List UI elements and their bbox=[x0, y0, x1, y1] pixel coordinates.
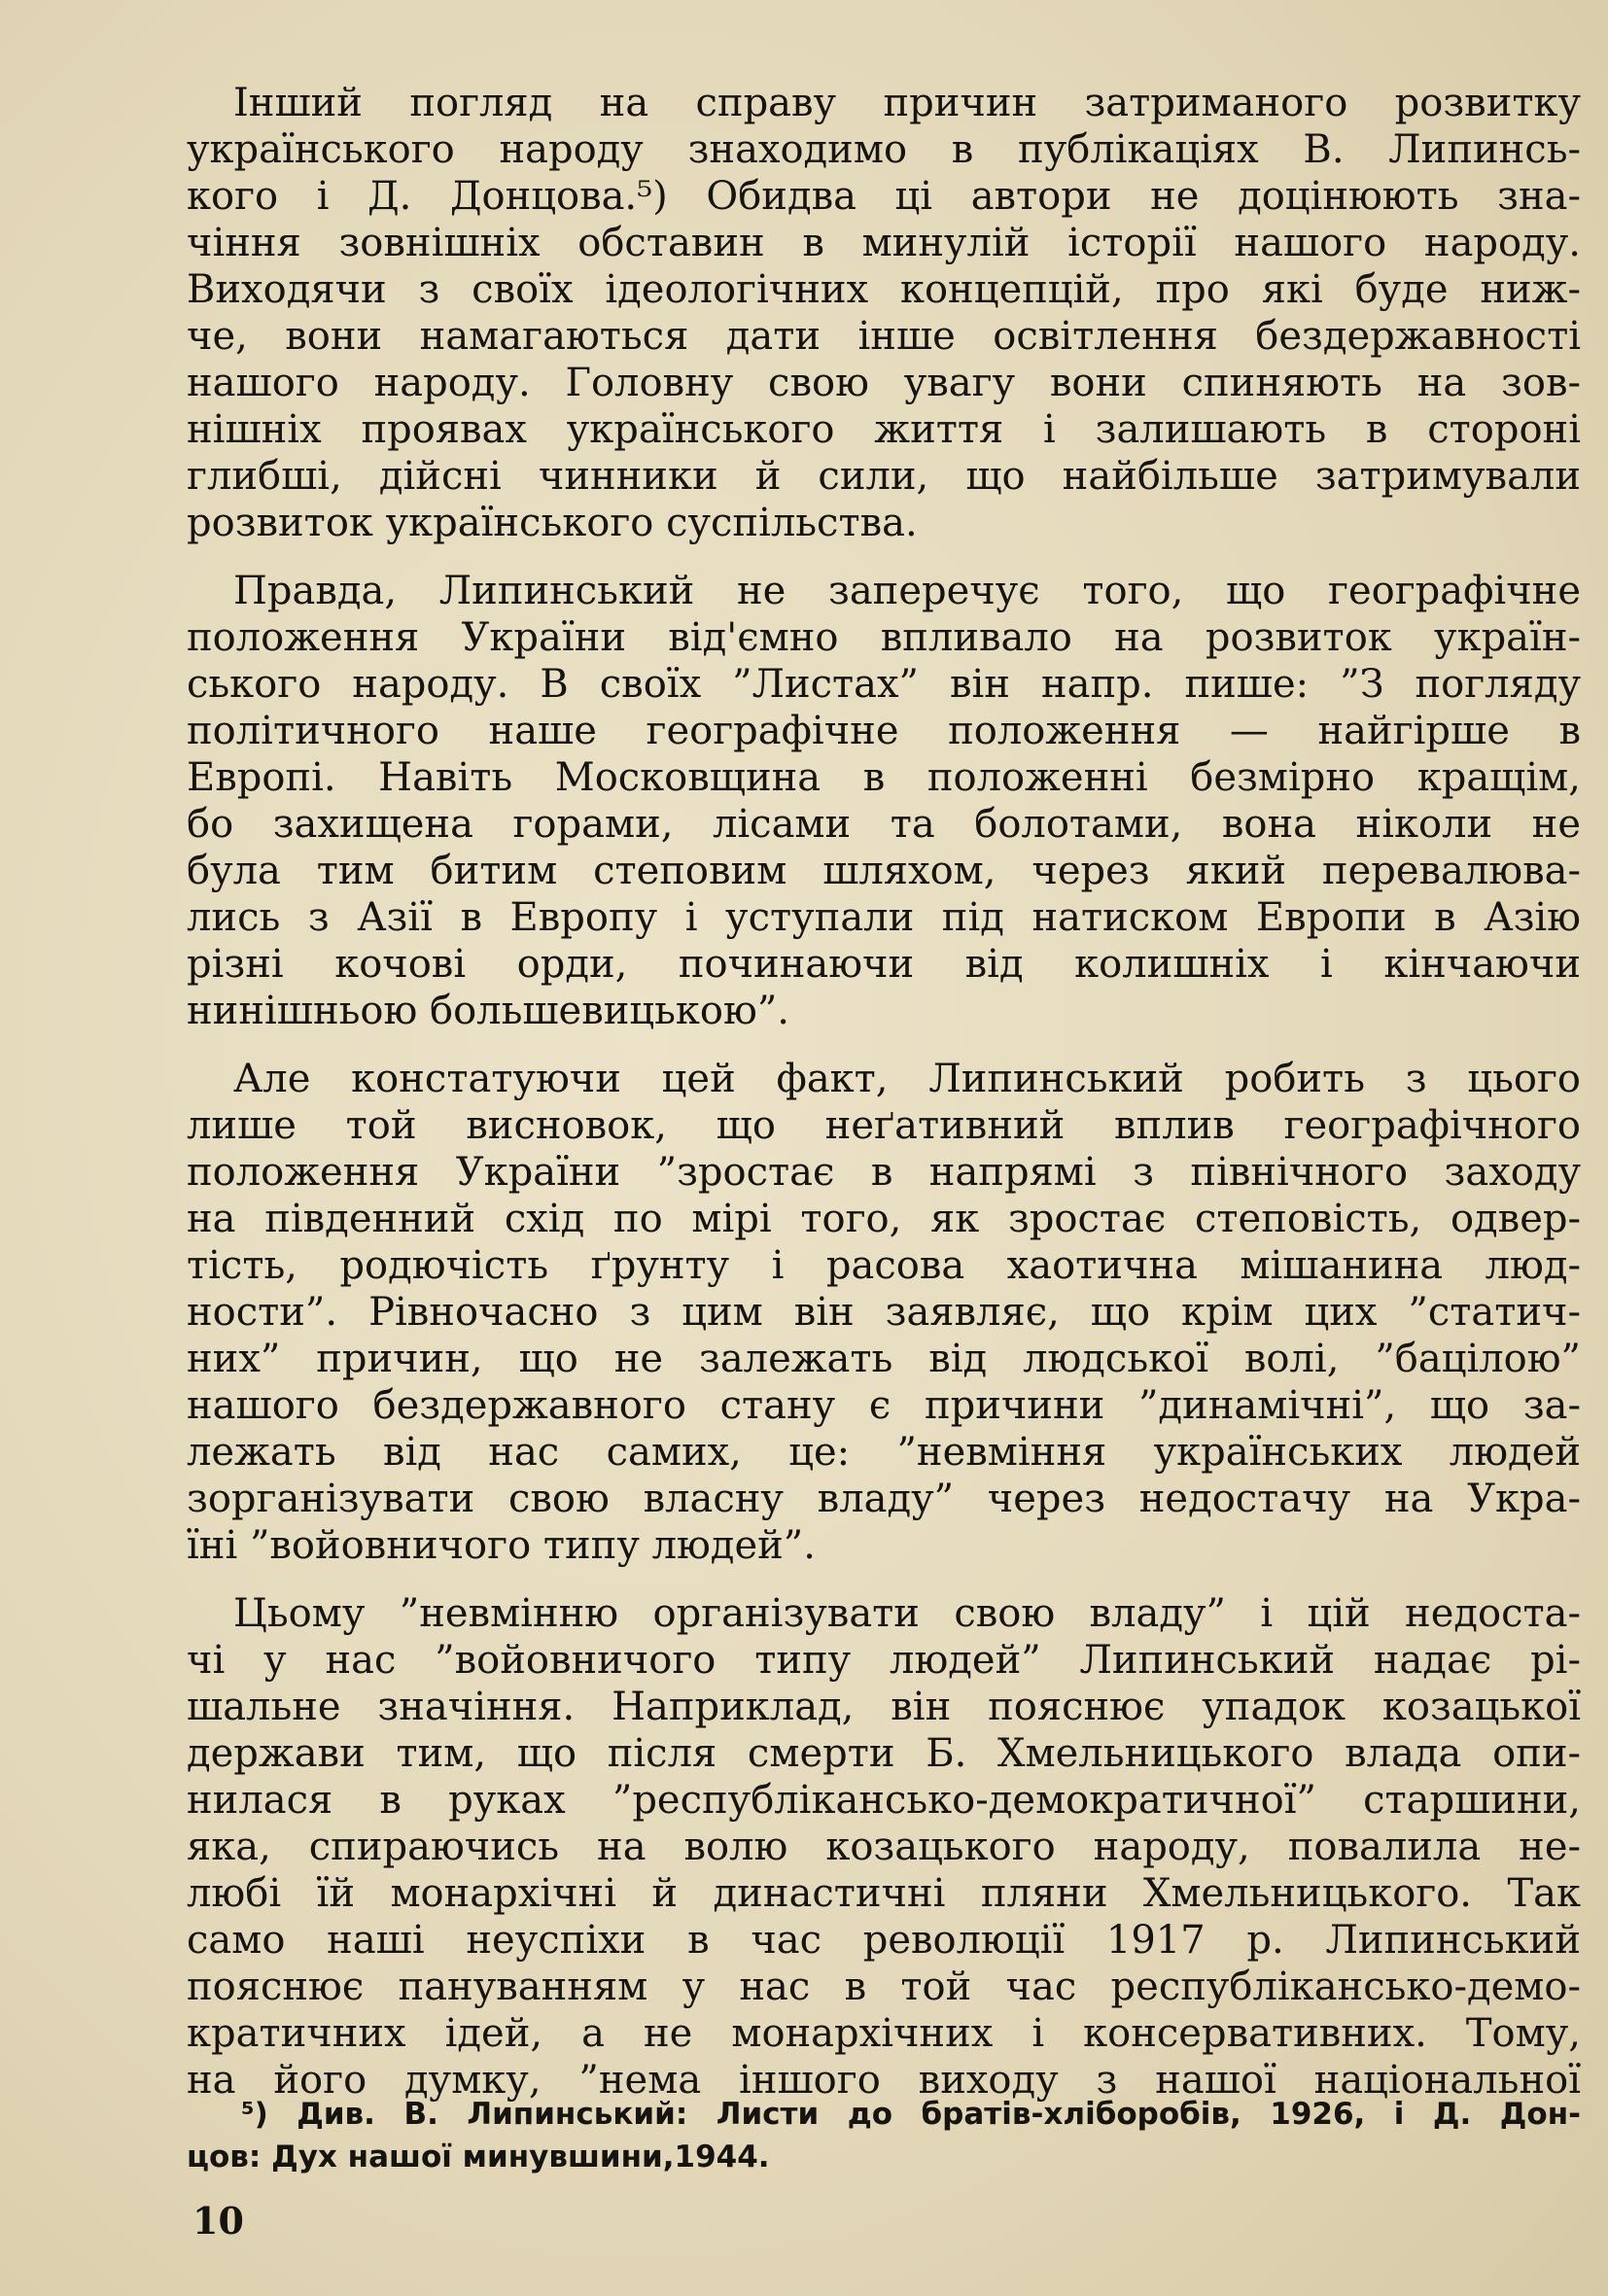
text-line: бо захищена горами, лісами та болотами, вона ніколи не bbox=[187, 802, 1581, 847]
paragraph-1 bbox=[187, 80, 1581, 546]
text-line: Европі. Навіть Московщина в положенні безмірно кращім, bbox=[187, 755, 1581, 800]
text-line: їні ”войовничого типу людей”. bbox=[187, 1523, 816, 1568]
text-line: чіння зовнішніх обставин в минулій історії нашого народу. bbox=[187, 221, 1581, 265]
text-line: шальне значіння. Наприклад, він пояснює упадок козацької bbox=[187, 1685, 1581, 1729]
text-line: нилася в руках ”республіканськo-демократичної” старшини, bbox=[187, 1778, 1581, 1823]
paragraph-4 bbox=[187, 1590, 1581, 2104]
footnote-line: ⁵) Див. В. Липинський: Листи до братів-хліборобів, 1926, і Д. Дон- bbox=[241, 2097, 1581, 2132]
text-line: яка, спираючись на волю козацького народу, повалила не- bbox=[187, 1825, 1581, 1869]
text-line: нашого бездержавного стану є причини ”динамічні”, що за- bbox=[187, 1383, 1581, 1428]
text-line: нинішньою большевицькою”. bbox=[187, 989, 789, 1033]
paragraph-3 bbox=[187, 1056, 1581, 1569]
text-line: Цьому ”невмінню організувати свою владу” і цій недоста- bbox=[233, 1591, 1581, 1636]
text-line: Інший погляд на справу причин затриманого розвитку bbox=[233, 81, 1581, 125]
text-line: чі у нас ”войовничого типу людей” Липинський надає рі- bbox=[187, 1638, 1581, 1683]
text-line: лежать від нас самих, це: ”невміння українських людей bbox=[187, 1430, 1581, 1475]
text-line: тість, родючість ґрунту і расова хаотична мішанина люд- bbox=[187, 1243, 1581, 1288]
text-line: політичного наше географічне положення — найгірше в bbox=[187, 709, 1581, 753]
text-line: держави тим, що після смерти Б. Хмельницького влада опи- bbox=[187, 1731, 1581, 1776]
text-line: на його думку, ”нема іншого виходу з нашої національної bbox=[187, 2058, 1581, 2103]
text-line: Але констатуючи цей факт, Липинський робить з цього bbox=[233, 1057, 1581, 1101]
text-line: них” причин, що не залежать від людської волі, ”бацілою” bbox=[187, 1337, 1581, 1381]
text-line: само наші неуспіхи в час революції 1917 р. Липинський bbox=[187, 1918, 1581, 1963]
text-line: на південний схід по мірі того, як зростає степовість, одвер- bbox=[187, 1197, 1581, 1241]
text-line: Виходячи з своїх ідеологічних концепцій, про які буде ниж- bbox=[187, 267, 1581, 312]
text-line: Правда, Липинський не заперечує того, що географічне bbox=[233, 569, 1581, 613]
main-text bbox=[187, 80, 1581, 2125]
text-line: українського народу знаходимо в публікаціях В. Липинсь- bbox=[187, 127, 1581, 172]
text-line: пояснює пануванням у нас в той час республіканськo-демо- bbox=[187, 1965, 1581, 2009]
text-line: лише той висновок, що неґативний вплив географічного bbox=[187, 1103, 1581, 1148]
text-line: нішніх проявах українського життя і залишають в стороні bbox=[187, 407, 1581, 452]
text-line: положення України ”зростає в напрямі з північного заходу bbox=[187, 1150, 1581, 1195]
text-line: лись з Азії в Европу і уступали під натиском Европи в Азію bbox=[187, 895, 1581, 940]
text-line: різні кочові орди, починаючи від колишніх і кінчаючи bbox=[187, 942, 1581, 987]
text-line: зорганізувати свою власну владу” через недостачу на Укра- bbox=[187, 1477, 1581, 1521]
paragraph-2 bbox=[187, 568, 1581, 1034]
text-line: ського народу. В своїх ”Листах” він напр. пише: ”З погляду bbox=[187, 662, 1581, 707]
text-line: глибші, дійсні чинники й сили, що найбільше затримували bbox=[187, 454, 1581, 499]
text-line: че, вони намагаються дати інше освітлення бездержавності bbox=[187, 314, 1581, 359]
text-line: розвиток українського суспільства. bbox=[187, 501, 918, 545]
text-line: була тим битим степовим шляхом, через який перевалюва- bbox=[187, 849, 1581, 893]
text-line: нашого народу. Головну свою увагу вони спиняють на зов- bbox=[187, 361, 1581, 405]
text-line: любі їй монархічні й династичні пляни Хмельницького. Так bbox=[187, 1871, 1581, 1916]
footnote bbox=[187, 2093, 1581, 2178]
text-line: кратичних ідей, а не монархічних і консервативних. Тому, bbox=[187, 2011, 1581, 2056]
text-line: кого і Д. Донцова.⁵) Обидва ці автори не доцінюють зна- bbox=[187, 174, 1581, 219]
footnote-line: цов: Дух нашої минувшини,1944. bbox=[187, 2139, 770, 2174]
text-line: ности”. Рівночасно з цим він заявляє, що крім цих ”статич- bbox=[187, 1290, 1581, 1335]
page-number: 10 bbox=[192, 2199, 244, 2243]
text-line: положення України від'ємно впливало на розвиток україн- bbox=[187, 615, 1581, 660]
